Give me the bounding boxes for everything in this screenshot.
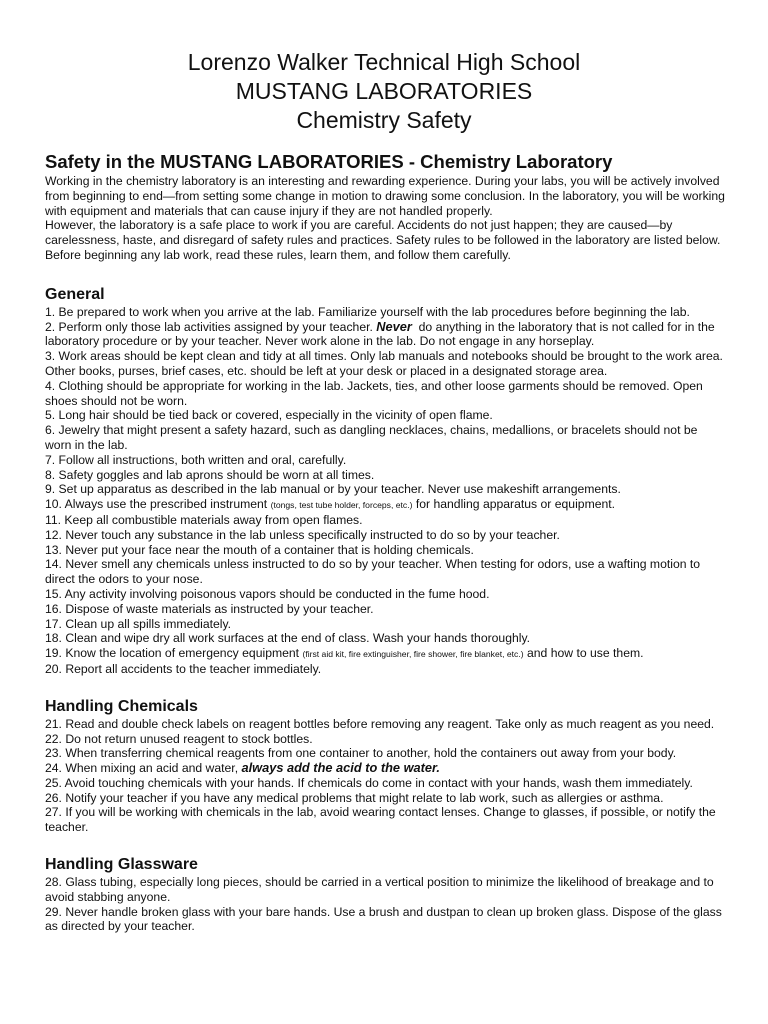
acid-water-emphasis: always add the acid to the water. <box>241 760 440 776</box>
rule-item: 14. Never smell any chemicals unless instructed to do so by your teacher. When testing for odors, use a wafting motion to direct the odors to your nose. <box>45 557 701 587</box>
intro-heading: Safety in the MUSTANG LABORATORIES - Chemistry Laboratory <box>45 151 613 172</box>
rule-item: 22. Do not return unused reagent to stock bottles. <box>45 731 313 746</box>
rule-item: 21. Read and double check labels on reagent bottles before removing any reagent. Take only as much reagent as you need. <box>45 716 715 731</box>
intro-paragraph-1: Working in the chemistry laboratory is an interesting and rewarding experience. During your labs, you will be actively involved from beginning to end—from setting some change in motion to drawing some conclusion. In the laboratory, you will be working with equipment and materials that can cause injury if they are not handled properly. <box>45 174 725 218</box>
instrument-examples: (tongs, test tube holder, forceps, etc.) <box>270 500 413 511</box>
lab-name: MUSTANG LABORATORIES <box>235 78 533 104</box>
rule-item: 17. Clean up all spills immediately. <box>45 616 232 631</box>
rule-item: 26. Notify your teacher if you have any medical problems that might relate to lab work, such as allergies or asthma. <box>45 790 664 805</box>
rule-item: 11. Keep all combustible materials away from open flames. <box>45 512 363 527</box>
rule-item: 28. Glass tubing, especially long pieces, should be carried in a vertical position to minimize the likelihood of breakage and to avoid stabbing anyone. <box>45 875 714 904</box>
rule-item: 2. Perform only those lab activities assigned by your teacher. Never do anything in the laboratory that is not called for in the laboratory procedure or by your teacher. Never work alone in the lab. Do not engage in any horseplay. <box>45 318 715 349</box>
rule-item: 5. Long hair should be tied back or covered, especially in the vicinity of open flame. <box>45 408 493 423</box>
rule-item: 27. If you will be working with chemicals in the lab, avoid wearing contact lenses. Change to glasses, if possible, or notify the teacher. <box>45 805 716 835</box>
rule-item: 29. Never handle broken glass with your bare hands. Use a brush and dustpan to clean up broken glass. Dispose of the glass as directed by your teacher. <box>45 904 722 934</box>
rule-item: 13. Never put your face near the mouth of a container that is holding chemicals. <box>45 542 474 557</box>
rule-item: 12. Never touch any substance in the lab unless specifically instructed to do so by your teacher. <box>45 527 560 542</box>
school-name: Lorenzo Walker Technical High School <box>187 49 581 75</box>
rule-item: 24. When mixing an acid and water, always add the acid to the water. <box>45 760 440 776</box>
chemicals-rules-list <box>45 717 725 835</box>
never-emphasis: Never <box>376 318 412 334</box>
rule-item: 19. Know the location of emergency equipment (first aid kit, fire extinguisher, fire shower, fire blanket, etc.) and how to use them. <box>45 646 644 661</box>
rule-item: 6. Jewelry that might present a safety hazard, such as dangling necklaces, chains, medallions, or bracelets should not be worn in the lab. <box>45 423 698 452</box>
rule-item: 9. Set up apparatus as described in the lab manual or by your teacher. Never use makeshift arrangements. <box>45 482 621 497</box>
rule-item: 3. Work areas should be kept clean and tidy at all times. Only lab manuals and notebooks should be brought to the work area. Other books, purses, brief cases, etc. should be left at your desk or placed in a designated storage area. <box>45 349 723 378</box>
glassware-rules-list <box>45 875 725 934</box>
rule-item: 23. When transferring chemical reagents from one container to another, hold the containers out away from your body. <box>45 746 677 761</box>
rule-item: 1. Be prepared to work when you arrive at the lab. Familiarize yourself with the lab procedures before beginning the lab. <box>45 304 690 319</box>
general-rules-list <box>45 305 725 677</box>
rule-item: 10. Always use the prescribed instrument (tongs, test tube holder, forceps, etc.) for handling apparatus or equipment. <box>45 497 616 512</box>
document-body <box>45 150 725 934</box>
rule-item: 15. Any activity involving poisonous vapors should be conducted in the fume hood. <box>45 586 490 601</box>
equipment-examples: (first aid kit, fire extinguisher, fire shower, fire blanket, etc.) <box>302 649 524 660</box>
rule-item: 16. Dispose of waste materials as instructed by your teacher. <box>45 601 374 616</box>
general-heading: General <box>45 285 105 303</box>
rule-item: 18. Clean and wipe dry all work surfaces at the end of class. Wash your hands thoroughly. <box>45 631 531 646</box>
rule-item: 25. Avoid touching chemicals with your hands. If chemicals do come in contact with your hands, wash them immediately. <box>45 775 693 790</box>
rule-item: 4. Clothing should be appropriate for working in the lab. Jackets, ties, and other loose garments should be removed. Open shoes should not be worn. <box>45 378 703 408</box>
rule-item: 7. Follow all instructions, both written and oral, carefully. <box>45 452 347 467</box>
document-title-block <box>0 48 768 135</box>
handling-chemicals-heading: Handling Chemicals <box>45 697 198 715</box>
handling-glassware-heading: Handling Glassware <box>45 856 198 874</box>
intro-paragraph-2: However, the laboratory is a safe place to work if you are careful. Accidents do not just happen; they are caused—by carelessness, haste, and disregard of safety rules and practices. Safety rules to be followed in the laboratory are listed below. Before beginning any lab work, read these rules, learn them, and follow them carefully. <box>45 218 721 262</box>
rule-item: 20. Report all accidents to the teacher immediately. <box>45 661 322 676</box>
rule-item: 8. Safety goggles and lab aprons should be worn at all times. <box>45 467 375 482</box>
document-subject: Chemistry Safety <box>296 107 472 133</box>
